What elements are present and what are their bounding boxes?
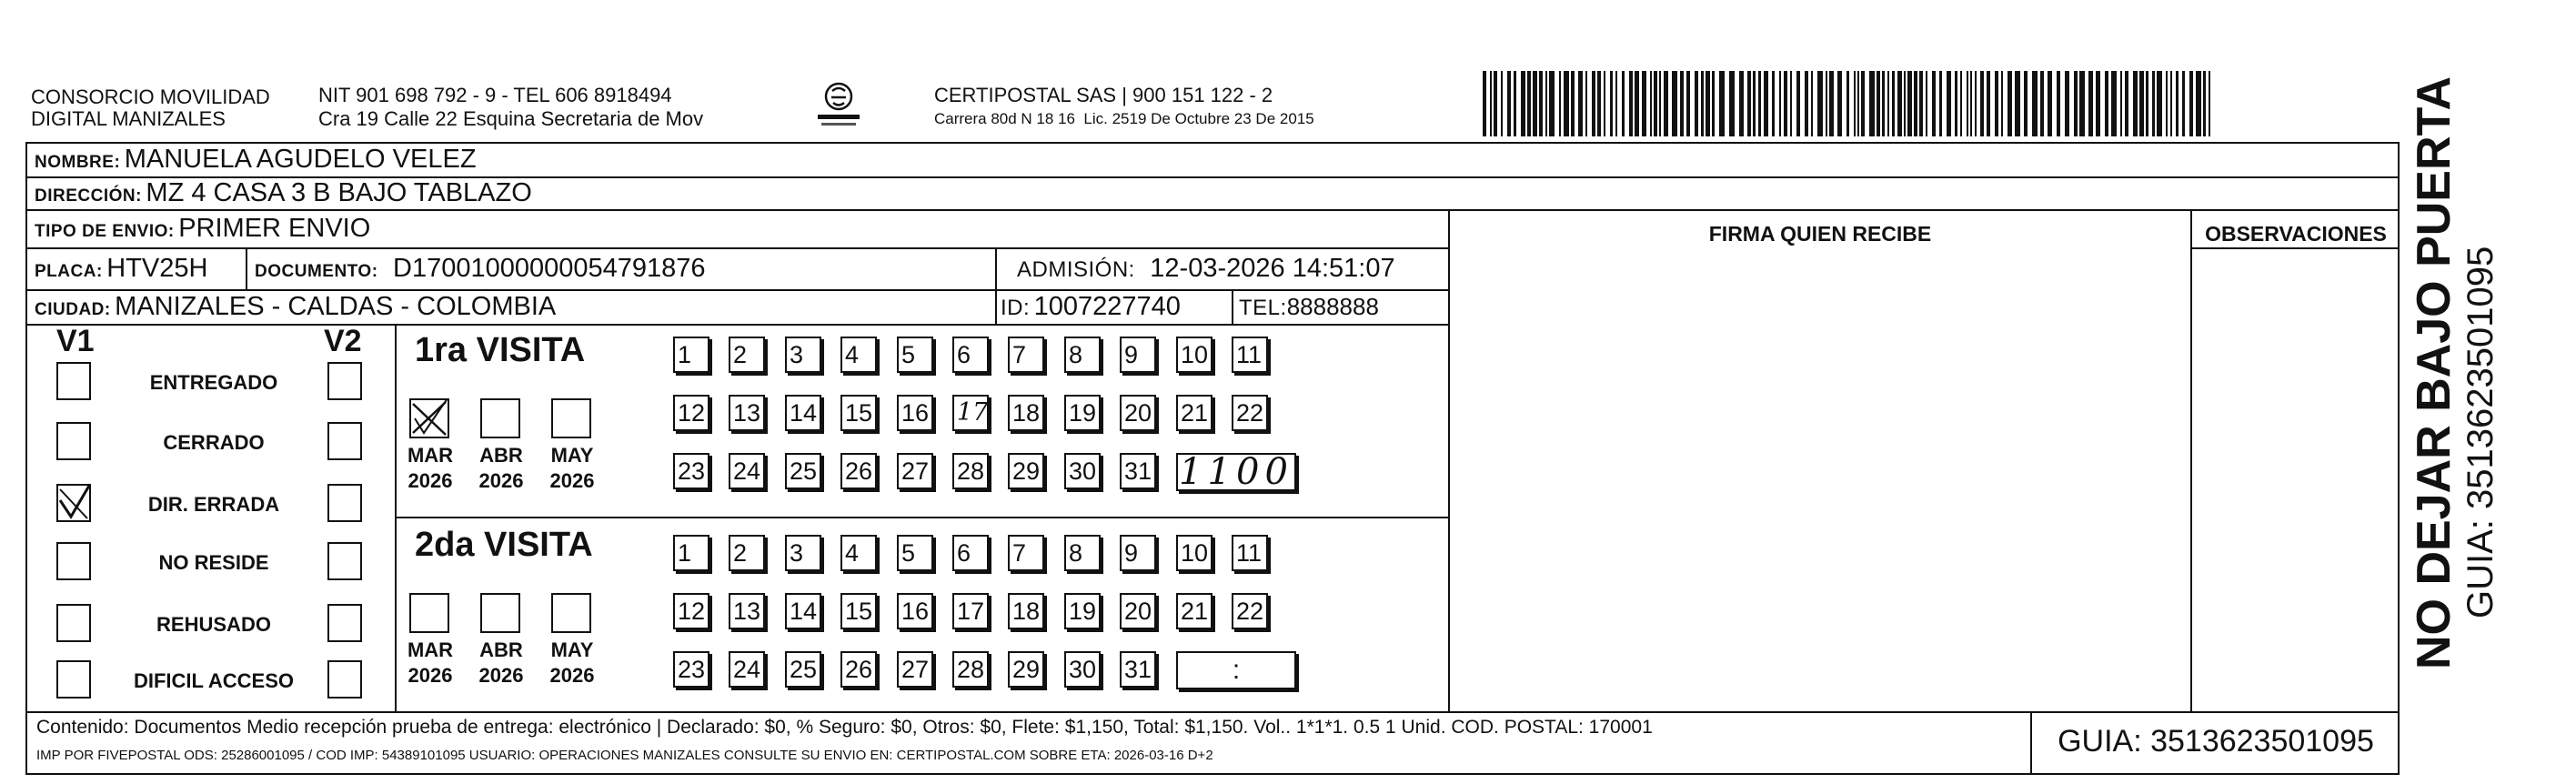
visit2-day-5[interactable]: 5 (897, 535, 933, 571)
visit1-day-26[interactable]: 26 (840, 453, 877, 489)
barcode-bar (1527, 71, 1531, 136)
barcode-bar (1970, 71, 1972, 136)
nombre-field (35, 144, 477, 179)
barcode-bar (1490, 71, 1492, 136)
visit1-day-17-marked[interactable]: 17 (952, 395, 989, 431)
visit2-day-1[interactable]: 1 (673, 535, 709, 571)
barcode-bar (1739, 71, 1744, 136)
tipo-envio-value: PRIMER ENVIO (178, 214, 371, 243)
barcode-bar (1869, 71, 1875, 136)
status-label-no-reside: NO RESIDE (158, 551, 269, 574)
visit1-day-20[interactable]: 20 (1120, 395, 1156, 431)
barcode-bar (1854, 71, 1856, 136)
barcode-bar (2120, 71, 2122, 136)
barcode-bar (1919, 71, 1923, 136)
visit2-day-19[interactable]: 19 (1064, 593, 1101, 629)
v2-checkbox-rehusado[interactable] (327, 604, 362, 642)
barcode-bar (1483, 71, 1486, 136)
barcode-bar (1987, 71, 1990, 136)
visit2-day-6[interactable]: 6 (952, 535, 989, 571)
barcode-bar (2133, 71, 2138, 136)
barcode-bar (2152, 71, 2155, 136)
visit1-title: 1ra VISITA (415, 331, 586, 369)
visit2-day-21[interactable]: 21 (1176, 593, 1213, 629)
visit2-day-20[interactable]: 20 (1120, 593, 1156, 629)
visit1-month-may-year: 2026 (549, 469, 595, 492)
barcode-bar (1507, 71, 1511, 136)
barcode-bar (1772, 71, 1775, 136)
barcode-bar (1907, 71, 1912, 136)
visit2-month-may-checkbox[interactable] (551, 593, 591, 633)
visit1-month-mar-label: MAR (407, 444, 454, 467)
carrier-name: CERTIPOSTAL SAS | 900 151 122 - 2 (934, 84, 1273, 106)
barcode-bar (1654, 71, 1657, 136)
visit2-day-10[interactable]: 10 (1176, 535, 1213, 571)
visit2-day-8[interactable]: 8 (1064, 535, 1101, 571)
barcode-bar (1926, 71, 1927, 136)
visit1-month-mar-year: 2026 (408, 469, 453, 492)
barcode-bar (1826, 71, 1827, 136)
barcode-bar (1659, 71, 1661, 136)
v2-label: V2 (324, 324, 362, 358)
carrier-address: Carrera 80d N 18 16 Lic. 2519 De Octubre 23 De 2015 (934, 110, 1314, 127)
barcode-bar (1629, 71, 1633, 136)
barcode-bar (2139, 71, 2144, 136)
barcode-bar (2170, 71, 2172, 136)
side-no-dejar: NO DEJAR BAJO PUERTA (2408, 75, 2460, 669)
barcode-bar (1897, 71, 1902, 136)
visit2-month-may-label: MAY (550, 638, 594, 661)
barcode-bar (2088, 71, 2093, 136)
visit2-day-11[interactable]: 11 (1232, 535, 1268, 571)
visit1-day-9[interactable]: 9 (1120, 337, 1156, 373)
v1-checkbox-rehusado[interactable] (56, 604, 91, 642)
barcode-bar (1533, 71, 1537, 136)
observaciones-header: OBSERVACIONES (2205, 222, 2387, 246)
placa-field (35, 253, 207, 288)
visit2-day-31[interactable]: 31 (1120, 651, 1156, 688)
barcode-bar (2196, 71, 2201, 136)
visit1-month-abr-checkbox[interactable] (480, 398, 520, 438)
placa-value: HTV25H (106, 254, 208, 283)
barcode-bar (1585, 71, 1587, 136)
barcode-bar (1712, 71, 1715, 136)
barcode-bar (2040, 71, 2044, 136)
barcode-bar (2001, 71, 2003, 136)
visit1-day-10[interactable]: 10 (1176, 337, 1213, 373)
barcode-bar (2024, 71, 2028, 136)
barcode-bar (1877, 71, 1880, 136)
barcode-bar (1914, 71, 1917, 136)
barcode-bar (1904, 71, 1906, 136)
visit1-day-13[interactable]: 13 (729, 395, 765, 431)
barcode-bar (1758, 71, 1761, 136)
barcode-bar (1747, 71, 1751, 136)
barcode-bar (1680, 71, 1684, 136)
barcode-bar (2007, 71, 2012, 136)
barcode-bar (1960, 71, 1962, 136)
certipostal-logo (814, 78, 863, 129)
v1-checkbox-entregado[interactable] (56, 362, 91, 400)
barcode-bar (1615, 71, 1617, 136)
footer-imp-line: IMP POR FIVEPOSTAL ODS: 25286001095 / COD IMP: 54389101095 USUARIO: OPERACIONES MANIZALES CONSULTE SU ENVIO EN: CERTIPOSTAL.COM SOBRE ETA: 2026-03-16 D+2 (36, 748, 1213, 763)
barcode-bar (1790, 71, 1792, 136)
barcode-bar (1784, 71, 1787, 136)
tipo-envio-label: TIPO DE ENVIO: (35, 222, 175, 241)
barcode-bar (1729, 71, 1735, 136)
v1-checkbox-no-reside[interactable] (56, 542, 91, 580)
status-label-rehusado: REHUSADO (156, 613, 271, 636)
v1-checkbox-cerrado[interactable] (56, 422, 91, 460)
visit2-day-15[interactable]: 15 (840, 593, 877, 629)
barcode-bar (2074, 71, 2078, 136)
v2-checkbox-entregado[interactable] (327, 362, 362, 400)
barcode-bar (2176, 71, 2179, 136)
tipo-envio-field (35, 213, 370, 248)
footer-guia-box: GUIA: 3513623501095 (2058, 724, 2374, 759)
barcode-bar (1764, 71, 1768, 136)
barcode-bar (1892, 71, 1895, 136)
visit2-month-mar-checkbox[interactable] (409, 593, 449, 633)
barcode-bar (2048, 71, 2052, 136)
barcode-bar (1995, 71, 1998, 136)
visit1-day-21[interactable]: 21 (1176, 395, 1213, 431)
barcode-bar (1545, 71, 1547, 136)
check-mark-icon (411, 400, 448, 437)
visit1-month-may-checkbox[interactable] (551, 398, 591, 438)
visit2-month-may-year: 2026 (549, 664, 595, 687)
barcode-bar (1882, 71, 1885, 136)
side-guia: GUIA: 3513623501095 (2460, 246, 2501, 618)
direccion-field (35, 177, 532, 213)
barcode-bar (1604, 71, 1605, 136)
visit1-day-6[interactable]: 6 (952, 337, 989, 373)
visit2-day-17[interactable]: 17 (952, 593, 989, 629)
visit1-day-2[interactable]: 2 (729, 337, 765, 373)
barcode-bar (1887, 71, 1889, 136)
visit1-day-4[interactable]: 4 (840, 337, 877, 373)
org-name-line1: CONSORCIO MOVILIDAD (31, 85, 270, 108)
admision-field (1017, 253, 1395, 288)
status-label-dificil-acceso: DIFICIL ACCESO (133, 669, 294, 692)
v1-checkbox-dificil-acceso[interactable] (56, 660, 91, 699)
barcode-bar (1967, 71, 1968, 136)
barcode-bar (2032, 71, 2038, 136)
barcode-bar (1857, 71, 1859, 136)
visit1-day-14[interactable]: 14 (785, 395, 821, 431)
barcode-bar (1549, 71, 1555, 136)
admision-label: ADMISIÓN: (1017, 257, 1135, 282)
barcode-bar (2209, 71, 2210, 136)
barcode-bar (2146, 71, 2148, 136)
barcode-bar (1811, 71, 1813, 136)
barcode-bar (2079, 71, 2085, 136)
v1-label: V1 (56, 324, 95, 358)
tel-value: 8888888 (1286, 293, 1379, 320)
visit2-day-25[interactable]: 25 (785, 651, 821, 688)
visit2-day-29[interactable]: 29 (1008, 651, 1044, 688)
v2-checkbox-no-reside[interactable] (327, 542, 362, 580)
ciudad-field (35, 291, 556, 327)
visit1-day-11[interactable]: 11 (1232, 337, 1268, 373)
visit1-day-29[interactable]: 29 (1008, 453, 1044, 489)
visit1-month-abr-year: 2026 (478, 469, 524, 492)
barcode-bar (1635, 71, 1639, 136)
barcode-bar (1939, 71, 1942, 136)
visit2-day-30[interactable]: 30 (1064, 651, 1101, 688)
visit2-day-4[interactable]: 4 (840, 535, 877, 571)
visit1-day-1[interactable]: 1 (673, 337, 709, 373)
placa-label: PLACA: (35, 262, 103, 281)
barcode-bar (1610, 71, 1613, 136)
tel-field (1239, 291, 1379, 327)
visit1-day-28[interactable]: 28 (952, 453, 989, 489)
visit2-day-2[interactable]: 2 (729, 535, 765, 571)
barcode-bar (2182, 71, 2185, 136)
barcode-bar (1695, 71, 1698, 136)
status-label-dir-errada: DIR. ERRADA (147, 493, 280, 516)
id-value: 1007227740 (1033, 292, 1181, 321)
barcode-bar (1501, 71, 1503, 136)
check-mark-icon (58, 486, 89, 520)
visit1-day-16[interactable]: 16 (897, 395, 933, 431)
nombre-value: MANUELA AGUDELO VELEZ (124, 145, 477, 174)
nit-line: NIT 901 698 792 - 9 - TEL 606 8918494 (318, 84, 672, 106)
status-label-cerrado: CERRADO (163, 431, 265, 454)
visit2-day-14[interactable]: 14 (785, 593, 821, 629)
signature-area[interactable] (1450, 249, 2189, 709)
barcode-bar (2166, 71, 2168, 136)
visit2-month-mar-label: MAR (407, 638, 454, 661)
barcode-bar (1846, 71, 1849, 136)
barcode-bar (1664, 71, 1668, 136)
observaciones-area[interactable] (2192, 249, 2398, 709)
v2-checkbox-dificil-acceso[interactable] (327, 660, 362, 699)
visit2-day-24[interactable]: 24 (729, 651, 765, 688)
documento-value: D17001000000054791876 (393, 254, 706, 283)
barcode-bar (1650, 71, 1652, 136)
visit1-day-15[interactable]: 15 (840, 395, 877, 431)
direccion-label: DIRECCIÓN: (35, 186, 142, 206)
visit2-day-27[interactable]: 27 (897, 651, 933, 688)
barcode-bar (1779, 71, 1781, 136)
id-field (1001, 291, 1181, 327)
barcode-bar (2096, 71, 2100, 136)
visit1-day-22[interactable]: 22 (1232, 395, 1268, 431)
visit2-day-16[interactable]: 16 (897, 593, 933, 629)
barcode-bar (1701, 71, 1704, 136)
visit1-day-24[interactable]: 24 (729, 453, 765, 489)
org-name-line2: DIGITAL MANIZALES (31, 107, 226, 130)
visit1-day-30[interactable]: 30 (1064, 453, 1101, 489)
visit2-month-abr-label: ABR (479, 638, 523, 661)
barcode-bar (1672, 71, 1677, 136)
firma-header: FIRMA QUIEN RECIBE (1708, 222, 1932, 246)
visit2-day-26[interactable]: 26 (840, 651, 877, 688)
visit2-month-mar-year: 2026 (408, 664, 453, 687)
visit1-time-box[interactable]: 1100 (1176, 453, 1296, 491)
visit1-day-25[interactable]: 25 (785, 453, 821, 489)
barcode-bar (1955, 71, 1957, 136)
visit2-day-9[interactable]: 9 (1120, 535, 1156, 571)
status-label-entregado: ENTREGADO (149, 371, 278, 394)
visit2-month-abr-year: 2026 (478, 664, 524, 687)
barcode-bar (1829, 71, 1834, 136)
barcode-bar (1805, 71, 1808, 136)
direccion-value: MZ 4 CASA 3 B BAJO TABLAZO (146, 178, 532, 207)
barcode-bar (2125, 71, 2128, 136)
barcode-bar (1521, 71, 1525, 136)
barcode-bar (1975, 71, 1977, 136)
barcode-bar (1642, 71, 1646, 136)
visit1-month-may-label: MAY (550, 444, 594, 467)
visit1-day-31[interactable]: 31 (1120, 453, 1156, 489)
ciudad-value: MANIZALES - CALDAS - COLOMBIA (115, 292, 557, 321)
barcode-bar (2065, 71, 2069, 136)
barcode-bar (1947, 71, 1951, 136)
barcode-bar (1686, 71, 1690, 136)
footer-contenido: Contenido: Documentos Medio recepción prueba de entrega: electrónico | Declarado: $0, % Seguro: $0, Otros: $0, Flete: $1,150, Total: $1,150. Vol.. 1*1*1. 0.5 1 Unid. COD. POSTAL: 170001 (36, 717, 1653, 738)
visit1-day-19[interactable]: 19 (1064, 395, 1101, 431)
barcode-bar (1622, 71, 1625, 136)
barcode-bar (2189, 71, 2193, 136)
barcode-bar (1861, 71, 1865, 136)
visit2-day-7[interactable]: 7 (1008, 535, 1044, 571)
barcode-bar (1932, 71, 1936, 136)
barcode-bar (1559, 71, 1561, 136)
visit2-day-13[interactable]: 13 (729, 593, 765, 629)
visit1-month-mar-checkbox[interactable] (409, 398, 449, 438)
barcode-bar (1539, 71, 1543, 136)
visit1-day-5[interactable]: 5 (897, 337, 933, 373)
barcode-bar (1514, 71, 1516, 136)
barcode-bar (1564, 71, 1569, 136)
visit2-day-23[interactable]: 23 (673, 651, 709, 688)
barcode-bar (2157, 71, 2162, 136)
barcode-bar (1817, 71, 1823, 136)
v2-checkbox-cerrado[interactable] (327, 422, 362, 460)
barcode-bar (1753, 71, 1756, 136)
barcode-bar (2015, 71, 2020, 136)
visit2-day-28[interactable]: 28 (952, 651, 989, 688)
ciudad-label: CIUDAD: (35, 300, 111, 319)
visit2-title: 2da VISITA (415, 526, 593, 564)
visit2-time-box[interactable]: : (1176, 651, 1296, 689)
id-label: ID: (1001, 296, 1031, 320)
barcode-bar (1706, 71, 1710, 136)
visit1-day-7[interactable]: 7 (1008, 337, 1044, 373)
visit2-day-3[interactable]: 3 (785, 535, 821, 571)
visit2-day-22[interactable]: 22 (1232, 593, 1268, 629)
barcode-bar (1494, 71, 1497, 136)
visit1-month-abr-label: ABR (479, 444, 523, 467)
v2-checkbox-dir-errada[interactable] (327, 484, 362, 522)
admision-value: 12-03-2026 14:51:07 (1150, 254, 1395, 283)
barcode-bar (1837, 71, 1842, 136)
documento-field (255, 253, 706, 288)
barcode-bar (1571, 71, 1575, 136)
visit1-day-18[interactable]: 18 (1008, 395, 1044, 431)
org-address: Cra 19 Calle 22 Esquina Secretaria de Mov (318, 107, 704, 130)
documento-label: DOCUMENTO: (255, 262, 378, 281)
barcode-bar (1592, 71, 1595, 136)
barcode-bar (2057, 71, 2060, 136)
barcode-bar (1980, 71, 1984, 136)
barcode-bar (1597, 71, 1601, 136)
visit2-day-18[interactable]: 18 (1008, 593, 1044, 629)
visit1-day-27[interactable]: 27 (897, 453, 933, 489)
barcode (1483, 71, 2214, 136)
v1-checkbox-dir-errada[interactable] (56, 484, 91, 522)
visit1-day-23[interactable]: 23 (673, 453, 709, 489)
nombre-label: NOMBRE: (35, 153, 121, 172)
barcode-bar (1578, 71, 1583, 136)
visit2-day-12[interactable]: 12 (673, 593, 709, 629)
barcode-bar (2105, 71, 2108, 136)
barcode-bar (2203, 71, 2206, 136)
visit1-day-8[interactable]: 8 (1064, 337, 1101, 373)
tel-label: TEL: (1239, 296, 1287, 320)
visit1-day-3[interactable]: 3 (785, 337, 821, 373)
barcode-bar (1796, 71, 1800, 136)
visit1-day-12[interactable]: 12 (673, 395, 709, 431)
barcode-bar (2111, 71, 2117, 136)
barcode-bar (1719, 71, 1725, 136)
visit2-month-abr-checkbox[interactable] (480, 593, 520, 633)
